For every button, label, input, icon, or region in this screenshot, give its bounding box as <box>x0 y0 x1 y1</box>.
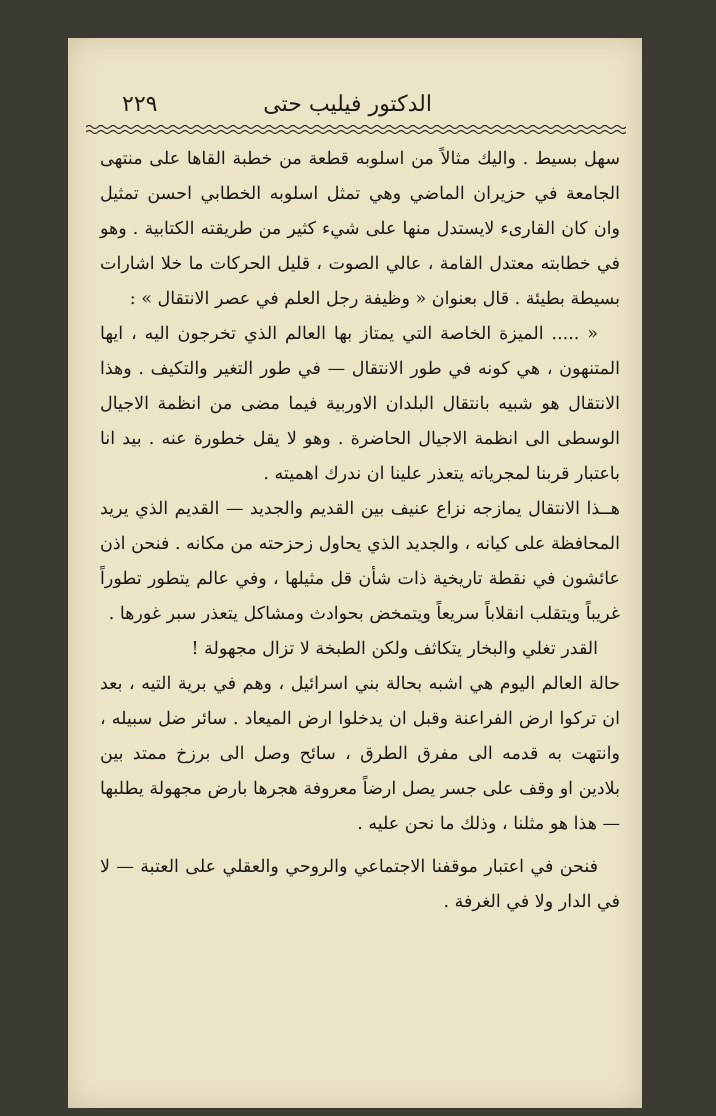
body-text <box>100 142 620 920</box>
paragraph-threshold: فنحن في اعتبار موقفنا الاجتماعي والروحي والعقلي على العتبة — لا في الدار ولا في الغرفة . <box>100 857 620 912</box>
paragraph-quote-start: « ..... الميزة الخاصة التي يمتاز بها العالم الذي تخرجون اليه ، ايها المتنهون ، هي كونه في طور الانتقال — في طور التغير والتكيف . وهذا الانتقال هو شبيه بانتقال البلدان الاوربية فيما مضى من انظمة الاجيال الوسطى الى انظمة الاجيال الحاضرة . وهو لا يقل خطورة عنه . بيد انا باعتبار قربنا لمجرياته يتعذر علينا ان ندرك اهميته . <box>100 324 620 484</box>
running-title: الدكتور فيليب حتى <box>263 92 432 117</box>
page-number: ٢٢٩ <box>122 92 158 117</box>
book-page <box>68 38 642 1108</box>
paragraph-aphorism: القدر تغلي والبخار يتكاثف ولكن الطبخة لا تزال مجهولة ! <box>191 639 598 659</box>
paragraph-israel-analogy: حالة العالم اليوم هي اشبه بحالة بني اسرائيل ، وهم في برية التيه ، بعد ان تركوا ارض الفراعنة وقبل ان يدخلوا ارض الميعاد . سائر ضل سبيله ، وانتهت به قدمه الى مفرق الطرق ، سائح وصل الى برزخ ممتد بين بلادين او وقف على جسر يصل ارضاً معروفة هجرها بارض مجهولة يطلبها — هذا هو مثلنا ، وذلك ما نحن عليه . <box>100 674 620 834</box>
paragraph-transition: هــذا الانتقال يمازجه نزاع عنيف بين القديم والجديد — القديم الذي يريد المحافظة على كيانه ، والجديد الذي يحاول زحزحته من مكانه . فنحن اذن عائشون في نقطة تاريخية ذات شأن قل مثيلها ، وفي عالم يتطور تطوراً غريباً ويتقلب انقلاباً سريعاً ويتمخض بحوادث ومشاكل يتعذر سبر غورها . <box>100 499 620 624</box>
paragraph-intro: سهل بسيط . واليك مثالاً من اسلوبه قطعة من خطبة القاها على منتهى الجامعة في حزيران الماضي وهي تمثل اسلوبه الخطابي احسن تمثيل وان كان القارىء لايستدل منها على شيء كثير من طريقته الكتابية . وهو في خطابته معتدل القامة ، عالي الصوت ، قليل الحركات ما خلا اشارات بسيطة بطيئة . قال بعنوان « وظيفة رجل العلم في عصر الانتقال » : <box>100 149 620 309</box>
page-header <box>98 90 622 126</box>
header-wavy-rule <box>86 124 626 136</box>
